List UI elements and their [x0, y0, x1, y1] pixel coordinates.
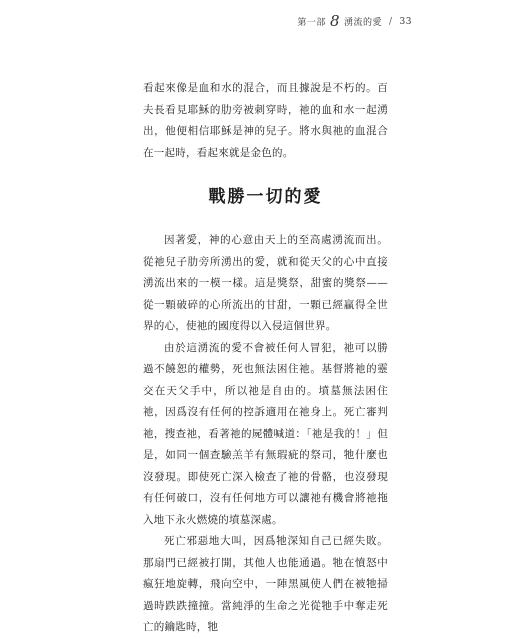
paragraph-2: 由於這湧流的愛不會被任何人冒犯，祂可以勝過不饒恕的權勢，死也無法困住祂。基督將祂的靈交在天父手中，所以祂是自由的。墳墓無法困住祂，因爲沒有任何的控訴適用在祂身上。死亡審判祂，搜查祂，看著祂的屍體喊道：「祂是我的！」但是，如同一個查驗羔羊有無瑕疵的祭司，牠什麼也沒發現。即使死亡深入檢查了祂的骨骼，也沒發現有任何破口，沒有任何地方可以讓祂有機會將祂拖入地下永火燃燒的墳墓深處。: [143, 341, 388, 526]
header-separator: /: [389, 16, 393, 27]
header-page-number: 33: [399, 16, 412, 27]
header-chapter-title: 湧流的愛: [343, 18, 382, 28]
paragraph-3: 死亡邪惡地大叫，因爲牠深知自己已經失敗。那扇門已經被打開，其他人也能通過。牠在憤怒中瘋狂地旋轉，飛向空中，一陣黑風使人們在被牠掃過時跌跌撞撞。當純淨的生命之光從牠手中奪走死亡的鑰匙時，牠: [143, 535, 388, 633]
paragraph-1: 因著愛，神的心意由天上的至高處湧流而出。從祂兒子肋旁所湧出的愛，就和從天父的心中直接湧流出來的一模一樣。這是獎祭，甜蜜的獎祭——從一顆破碎的心所流出的甘甜，一顆已經贏得全世界的心，使祂的國度得以入侵這個世界。: [143, 234, 388, 332]
paragraph-continued: 看起來像是血和水的混合，而且據說是不朽的。百夫長看見耶穌的肋旁被刺穿時，祂的血和水一起湧出，他便相信耶穌是神的兒子。將水與祂的血混合在一起時，看起來就是金色的。: [143, 82, 388, 159]
page-body: [143, 78, 388, 639]
section-heading: 戰勝一切的愛: [208, 187, 323, 207]
running-header: [297, 14, 412, 29]
header-part: 第一部: [297, 18, 326, 28]
header-chapter-number: 8: [329, 12, 340, 30]
